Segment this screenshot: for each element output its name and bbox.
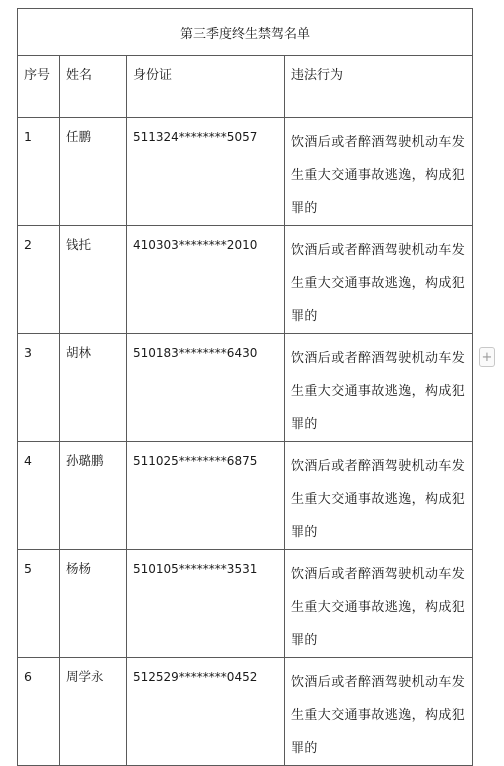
serial-number-text: 5 bbox=[24, 561, 32, 576]
cell-offense bbox=[285, 334, 473, 442]
cell-offense bbox=[285, 550, 473, 658]
id-number-text: 511025********6875 bbox=[133, 454, 258, 468]
cell-id-number bbox=[127, 334, 285, 442]
table-title: 第三季度终生禁驾名单 bbox=[18, 9, 473, 56]
cell-id-number bbox=[127, 118, 285, 226]
name-text: 孙璐鹏 bbox=[66, 453, 104, 468]
cell-id-number bbox=[127, 550, 285, 658]
offense-text: 饮酒后或者醉酒驾驶机动车发生重大交通事故逃逸，构成犯罪的 bbox=[291, 243, 466, 324]
table-row bbox=[18, 226, 473, 334]
table-row bbox=[18, 550, 473, 658]
id-number-text: 512529********0452 bbox=[133, 670, 258, 684]
header-name: 姓名 bbox=[60, 56, 127, 118]
lifetime-driving-ban-table bbox=[17, 8, 473, 766]
cell-name bbox=[60, 550, 127, 658]
header-offense: 违法行为 bbox=[285, 56, 473, 118]
cell-id-number bbox=[127, 658, 285, 766]
cell-serial-number bbox=[18, 442, 60, 550]
table-row bbox=[18, 118, 473, 226]
cell-id-number bbox=[127, 442, 285, 550]
offense-text: 饮酒后或者醉酒驾驶机动车发生重大交通事故逃逸，构成犯罪的 bbox=[291, 459, 466, 540]
cell-name bbox=[60, 226, 127, 334]
table-row bbox=[18, 442, 473, 550]
cell-offense bbox=[285, 658, 473, 766]
cell-serial-number bbox=[18, 334, 60, 442]
serial-number-text: 3 bbox=[24, 345, 32, 360]
serial-number-text: 6 bbox=[24, 669, 32, 684]
serial-number-text: 2 bbox=[24, 237, 32, 252]
id-number-text: 511324********5057 bbox=[133, 130, 258, 144]
cell-name bbox=[60, 658, 127, 766]
offense-text: 饮酒后或者醉酒驾驶机动车发生重大交通事故逃逸，构成犯罪的 bbox=[291, 351, 466, 432]
serial-number-text: 4 bbox=[24, 453, 32, 468]
serial-number-text: 1 bbox=[24, 129, 32, 144]
id-number-text: 510105********3531 bbox=[133, 562, 258, 576]
header-row bbox=[18, 56, 473, 118]
offense-text: 饮酒后或者醉酒驾驶机动车发生重大交通事故逃逸，构成犯罪的 bbox=[291, 675, 466, 756]
cell-name bbox=[60, 118, 127, 226]
cell-offense bbox=[285, 118, 473, 226]
cell-serial-number bbox=[18, 226, 60, 334]
title-row bbox=[18, 9, 473, 56]
name-text: 胡林 bbox=[66, 345, 92, 360]
header-serial-number: 序号 bbox=[18, 56, 60, 118]
cell-id-number bbox=[127, 226, 285, 334]
cell-serial-number bbox=[18, 550, 60, 658]
cell-name bbox=[60, 442, 127, 550]
id-number-text: 510183********6430 bbox=[133, 346, 258, 360]
table-row bbox=[18, 658, 473, 766]
offense-text: 饮酒后或者醉酒驾驶机动车发生重大交通事故逃逸，构成犯罪的 bbox=[291, 135, 466, 216]
id-number-text: 410303********2010 bbox=[133, 238, 258, 252]
name-text: 任鹏 bbox=[66, 129, 92, 144]
add-column-button[interactable] bbox=[479, 347, 495, 367]
name-text: 杨杨 bbox=[66, 561, 92, 576]
cell-serial-number bbox=[18, 118, 60, 226]
offense-text: 饮酒后或者醉酒驾驶机动车发生重大交通事故逃逸，构成犯罪的 bbox=[291, 567, 466, 648]
cell-offense bbox=[285, 226, 473, 334]
table-row bbox=[18, 334, 473, 442]
cell-name bbox=[60, 334, 127, 442]
name-text: 周学永 bbox=[66, 669, 104, 684]
cell-offense bbox=[285, 442, 473, 550]
name-text: 钱托 bbox=[66, 237, 92, 252]
header-id-number: 身份证 bbox=[127, 56, 285, 118]
plus-icon: + bbox=[481, 350, 493, 365]
cell-serial-number bbox=[18, 658, 60, 766]
